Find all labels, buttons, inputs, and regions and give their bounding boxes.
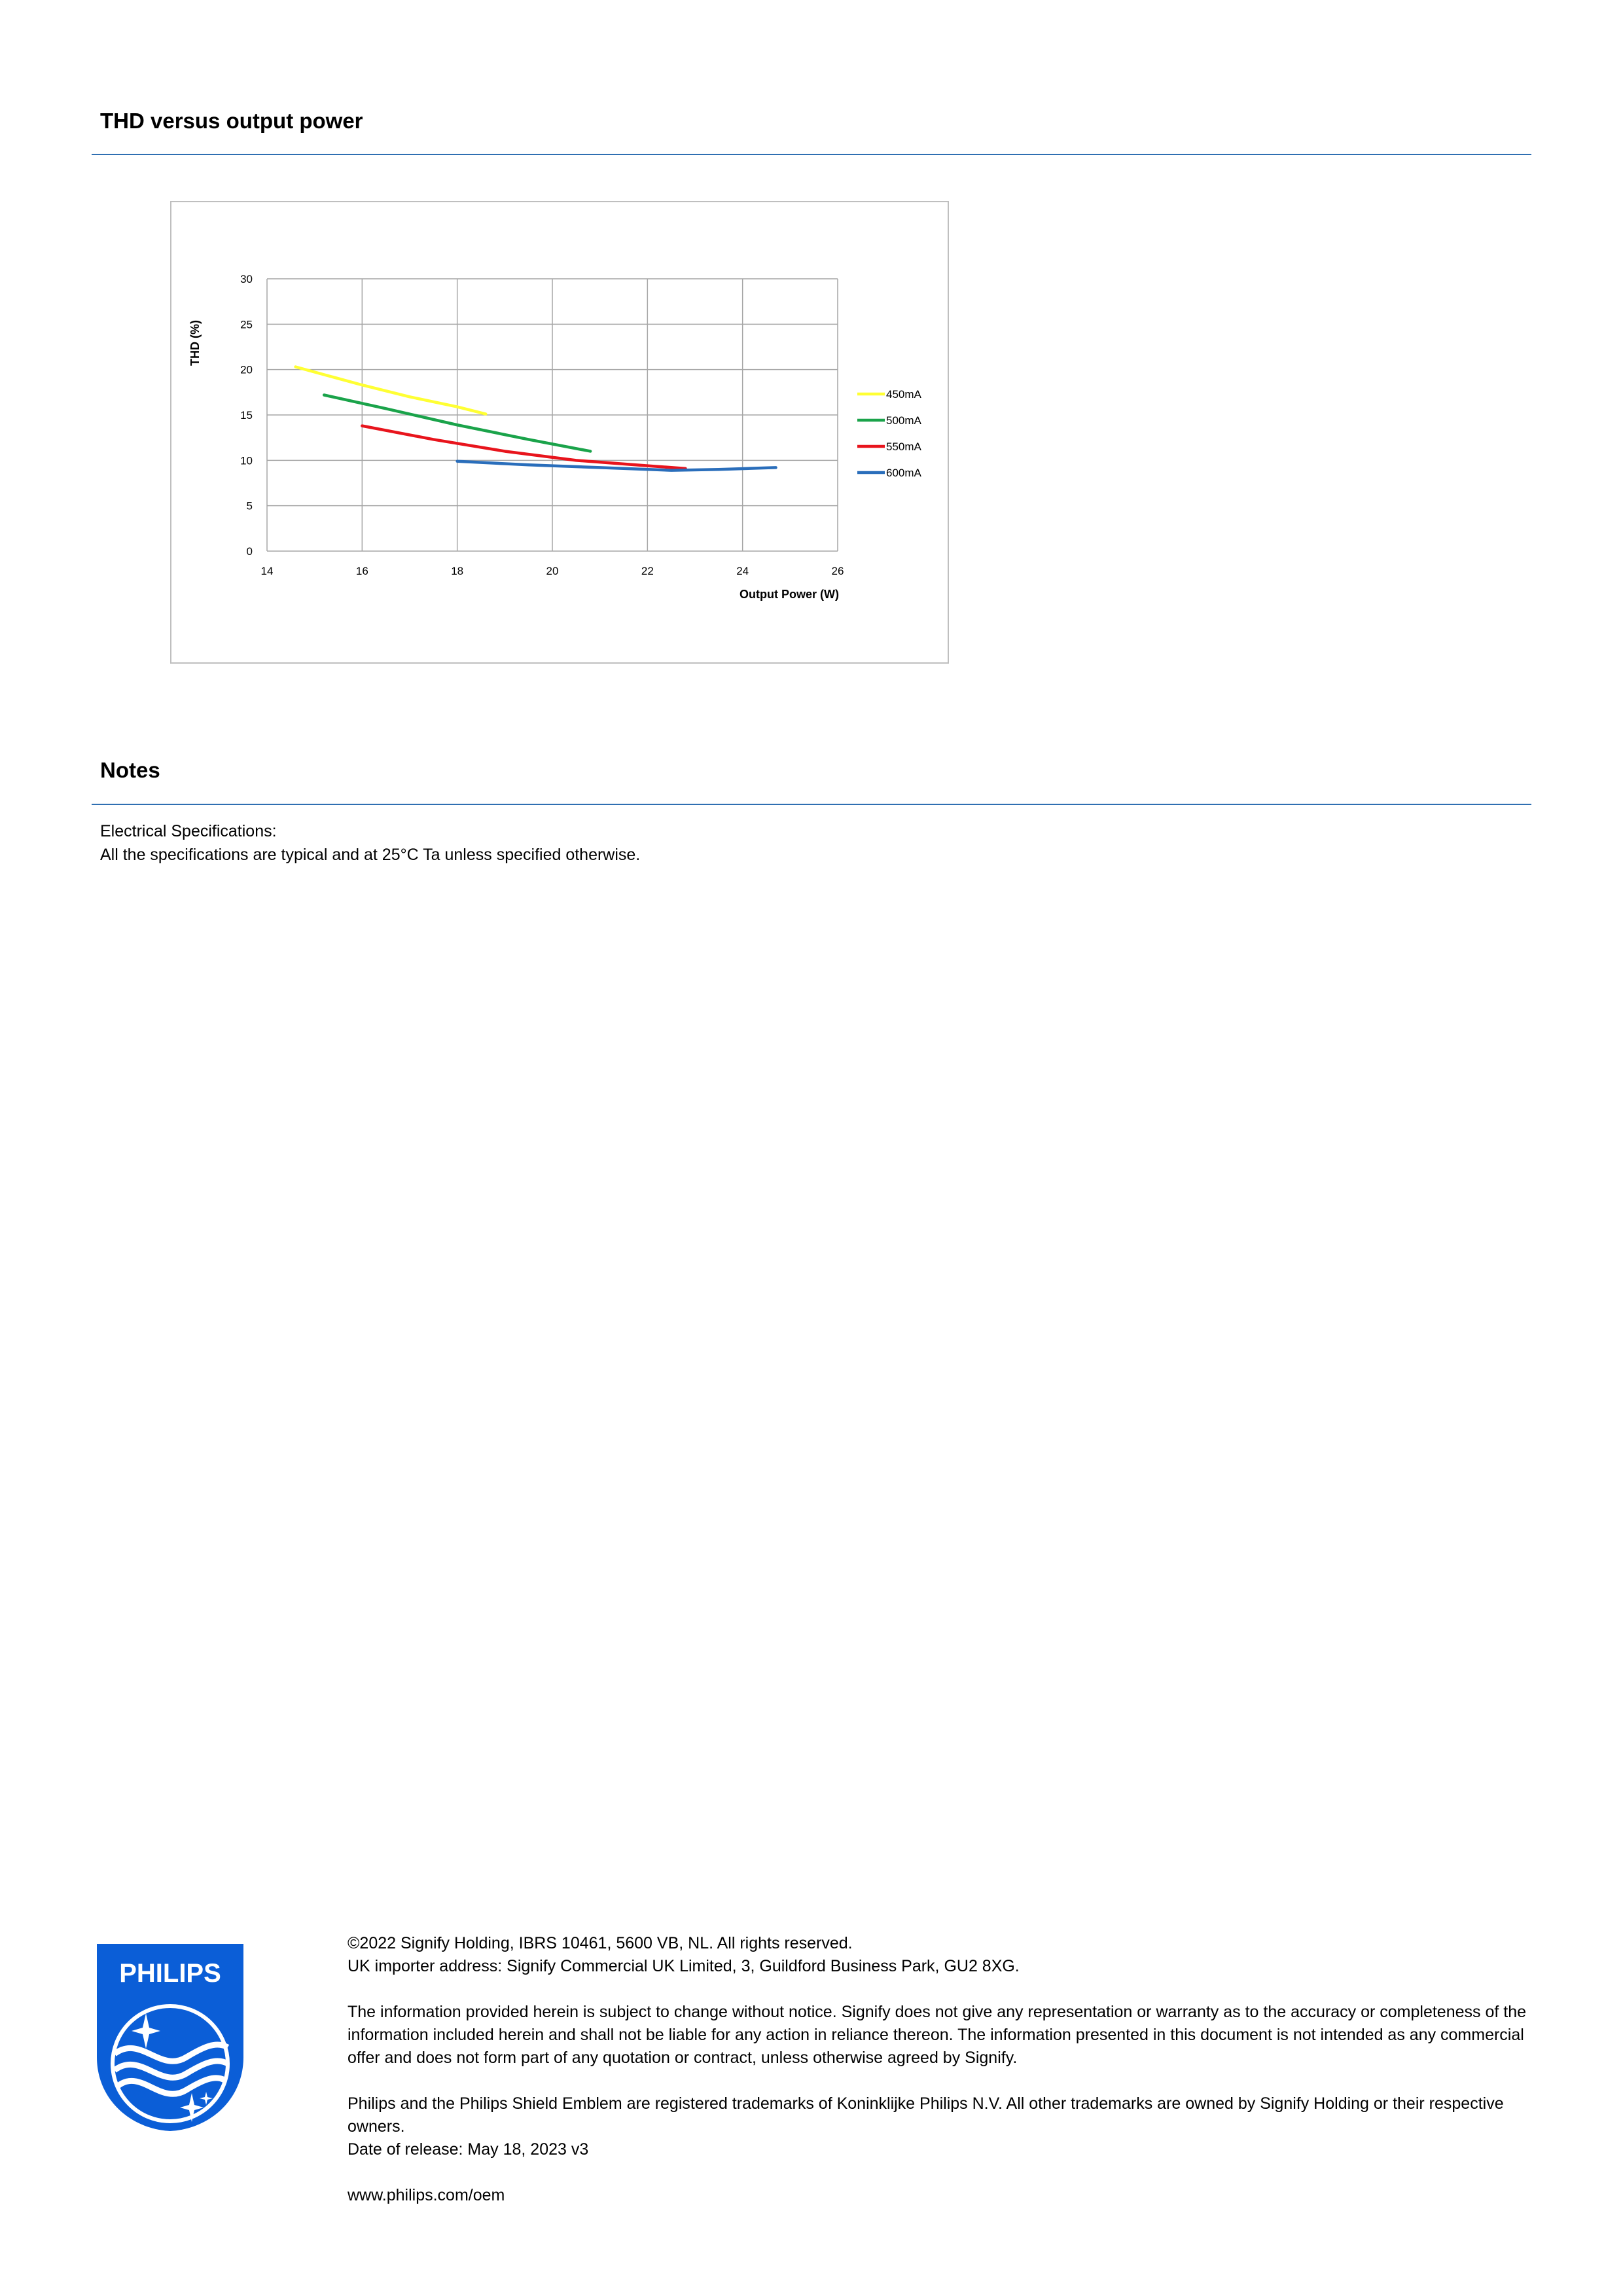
- x-tick-label: 20: [546, 565, 559, 577]
- series-line-550mA: [362, 426, 685, 469]
- thd-chart-svg: [171, 202, 948, 662]
- y-tick-label: 0: [246, 545, 253, 558]
- footer-trademarks: Philips and the Philips Shield Emblem are registered trademarks of Koninklijke Philips N.V. All other trademarks are owned by Signify Holding or their respective owners.: [348, 2094, 1504, 2136]
- x-tick-label: 22: [641, 565, 654, 577]
- x-axis-label: Output Power (W): [740, 588, 839, 601]
- footer-release-date: Date of release: May 18, 2023 v3: [348, 2140, 589, 2159]
- notes-section-title: Notes: [100, 758, 160, 782]
- thd-section-title: THD versus output power: [100, 109, 363, 133]
- legend-label-500mA: 500mA: [886, 414, 921, 427]
- y-tick-label: 20: [240, 363, 253, 376]
- philips-shield-logo: [95, 1943, 245, 2132]
- legend-label-450mA: 450mA: [886, 388, 921, 401]
- x-tick-label: 26: [831, 565, 844, 577]
- y-tick-label: 5: [246, 499, 253, 512]
- x-tick-label: 24: [736, 565, 749, 577]
- y-tick-label: 30: [240, 273, 253, 285]
- footer-copyright: ©2022 Signify Holding, IBRS 10461, 5600 VB, NL. All rights reserved.: [348, 1934, 853, 1952]
- footer-uk-importer: UK importer address: Signify Commercial UK Limited, 3, Guildford Business Park, GU2 8XG.: [348, 1957, 1020, 1975]
- footer-disclaimer: The information provided herein is subject to change without notice. Signify does not give any representation or warranty as to the accuracy or completeness of the information included herein and shall not be liable for any action in reliance thereon. The information presented in this document is not intended as any commercial offer and does not form part of any quotation or contract, unless otherwise agreed by Signify.: [348, 2003, 1527, 2067]
- section-divider: [92, 154, 1531, 155]
- notes-body: [100, 819, 1474, 867]
- notes-line: Electrical Specifications:: [100, 822, 277, 840]
- y-tick-label: 15: [240, 409, 253, 422]
- y-tick-label: 10: [240, 454, 253, 467]
- x-tick-label: 18: [451, 565, 464, 577]
- footer-legal-text: [348, 1932, 1532, 2207]
- notes-line: All the specifications are typical and at 25°C Ta unless specified otherwise.: [100, 846, 641, 864]
- footer-website-link[interactable]: www.philips.com/oem: [348, 2186, 505, 2204]
- logo-wordmark: PHILIPS: [119, 1959, 221, 1988]
- y-axis-label: THD (%): [188, 320, 202, 366]
- x-tick-label: 14: [260, 565, 274, 577]
- legend-label-600mA: 600mA: [886, 467, 921, 479]
- x-tick-label: 16: [355, 565, 368, 577]
- section-divider: [92, 804, 1531, 805]
- legend-label-550mA: 550mA: [886, 440, 921, 453]
- thd-chart: [170, 201, 949, 664]
- y-tick-label: 25: [240, 318, 253, 331]
